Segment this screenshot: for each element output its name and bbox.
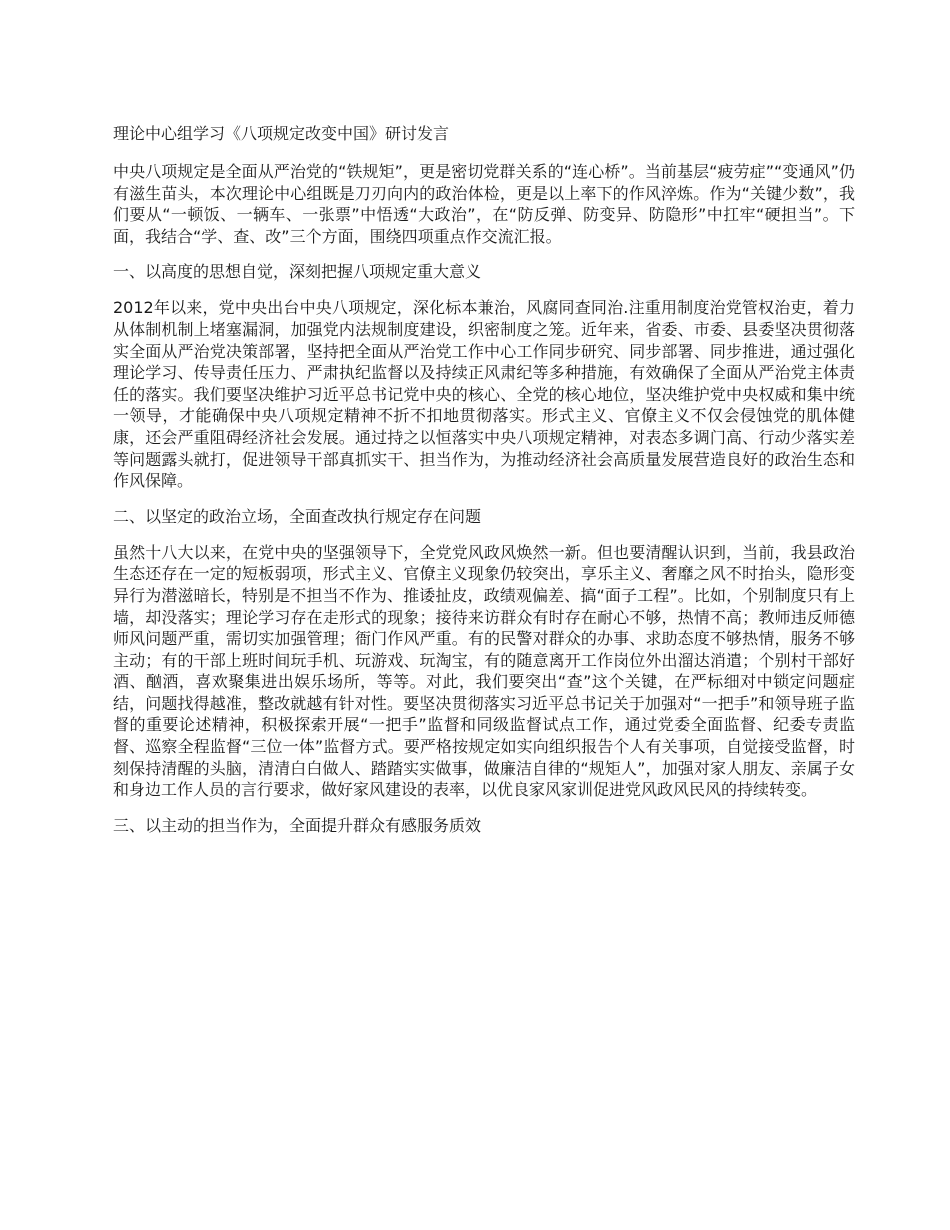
section-2-body: 虽然十八大以来，在党中央的坚强领导下，全党党风政风焕然一新。但也要清醒认识到，当前，我县政治生态还存在一定的短板弱项，形式主义、官僚主义现象仍较突出，享乐主义、奢靡之风不时抬头，隐形变异行为潜滋暗长，特别是不担当不作为、推诿扯皮，政绩观偏差、搞“面子工程”。比如，个别制度只有上墙，却没落实；理论学习存在走形式的现象；接待来访群众有时存在耐心不够，热情不高；教师违反师德师风问题严重，需切实加强管理；衙门作风严重。有的民警对群众的办事、求助态度不够热情，服务不够主动；有的干部上班时间玩手机、玩游戏、玩淘宝，有的随意离开工作岗位外出溜达消遣；个别村干部好酒、酗酒，喜欢聚集进出娱乐场所，等等。对此，我们要突出“查”这个关键，在严标细对中锁定问题症结，问题找得越准，整改就越有针对性。要坚决贯彻落实习近平总书记关于加强对“一把手”和领导班子监督的重要论述精神，积极探索开展“一把手”监督和同级监督试点工作，通过党委全面监督、纪委专责监督、巡察全程监督“三位一体”监督方式。要严格按规定如实向组织报告个人有关事项，自觉接受监督，时刻保持清醒的头脑，清清白白做人、踏踏实实做事，做廉洁自律的“规矩人”，加强对家人朋友、亲属子女和身边工作人员的言行要求，做好家风建设的表率，以优良家风家训促进党风政风民风的持续转变。 (113, 542, 855, 800)
section-3-heading: 三、以主动的担当作为，全面提升群众有感服务质效 (113, 815, 482, 835)
section-2-heading: 二、以坚定的政治立场，全面查改执行规定存在问题 (113, 506, 482, 526)
document-title: 理论中心组学习《八项规定改变中国》研讨发言 (113, 124, 450, 143)
section-1-body: 2012年以来，党中央出台中央八项规定，深化标本兼治，风腐同查同治.注重用制度治党管权治吏，着力从体制机制上堵塞漏洞，加强党内法规制度建设，织密制度之笼。近年来，省委、市委、县委坚决贯彻落实全面从严治党决策部署，坚持把全面从严治党工作中心工作同步研究、同步部署、同步推进，通过强化理论学习、传导责任压力、严肃执纪监督以及持续正风肃纪等多种措施，有效确保了全面从严治党主体责任的落实。我们要坚决维护习近平总书记党中央的核心、全党的核心地位，坚决维护党中央权威和集中统一领导，才能确保中央八项规定精神不折不扣地贯彻落实。形式主义、官僚主义不仅会侵蚀党的肌体健康，还会严重阻碍经济社会发展。通过持之以恒落实中央八项规定精神，对表态多调门高、行动少落实差等问题露头就打，促进领导干部真抓实干、担当作为，为推动经济社会高质量发展营造良好的政治生态和作风保障。 (113, 298, 855, 491)
document-page (113, 123, 855, 851)
intro-paragraph: 中央八项规定是全面从严治党的“铁规矩”，更是密切党群关系的“连心桥”。当前基层“疲劳症”“变通风”仍有滋生苗头，本次理论中心组既是刀刃向内的政治体检，更是以上率下的作风淬炼。作为“关键少数”，我们要从“一顿饭、一辆车、一张票”中悟透“大政治”，在“防反弹、防变异、防隐形”中扛牢“硬担当”。下面，我结合“学、查、改”三个方面，围绕四项重点作交流汇报。 (113, 162, 855, 246)
section-1-heading: 一、以高度的思想自觉，深刻把握八项规定重大意义 (113, 262, 482, 282)
